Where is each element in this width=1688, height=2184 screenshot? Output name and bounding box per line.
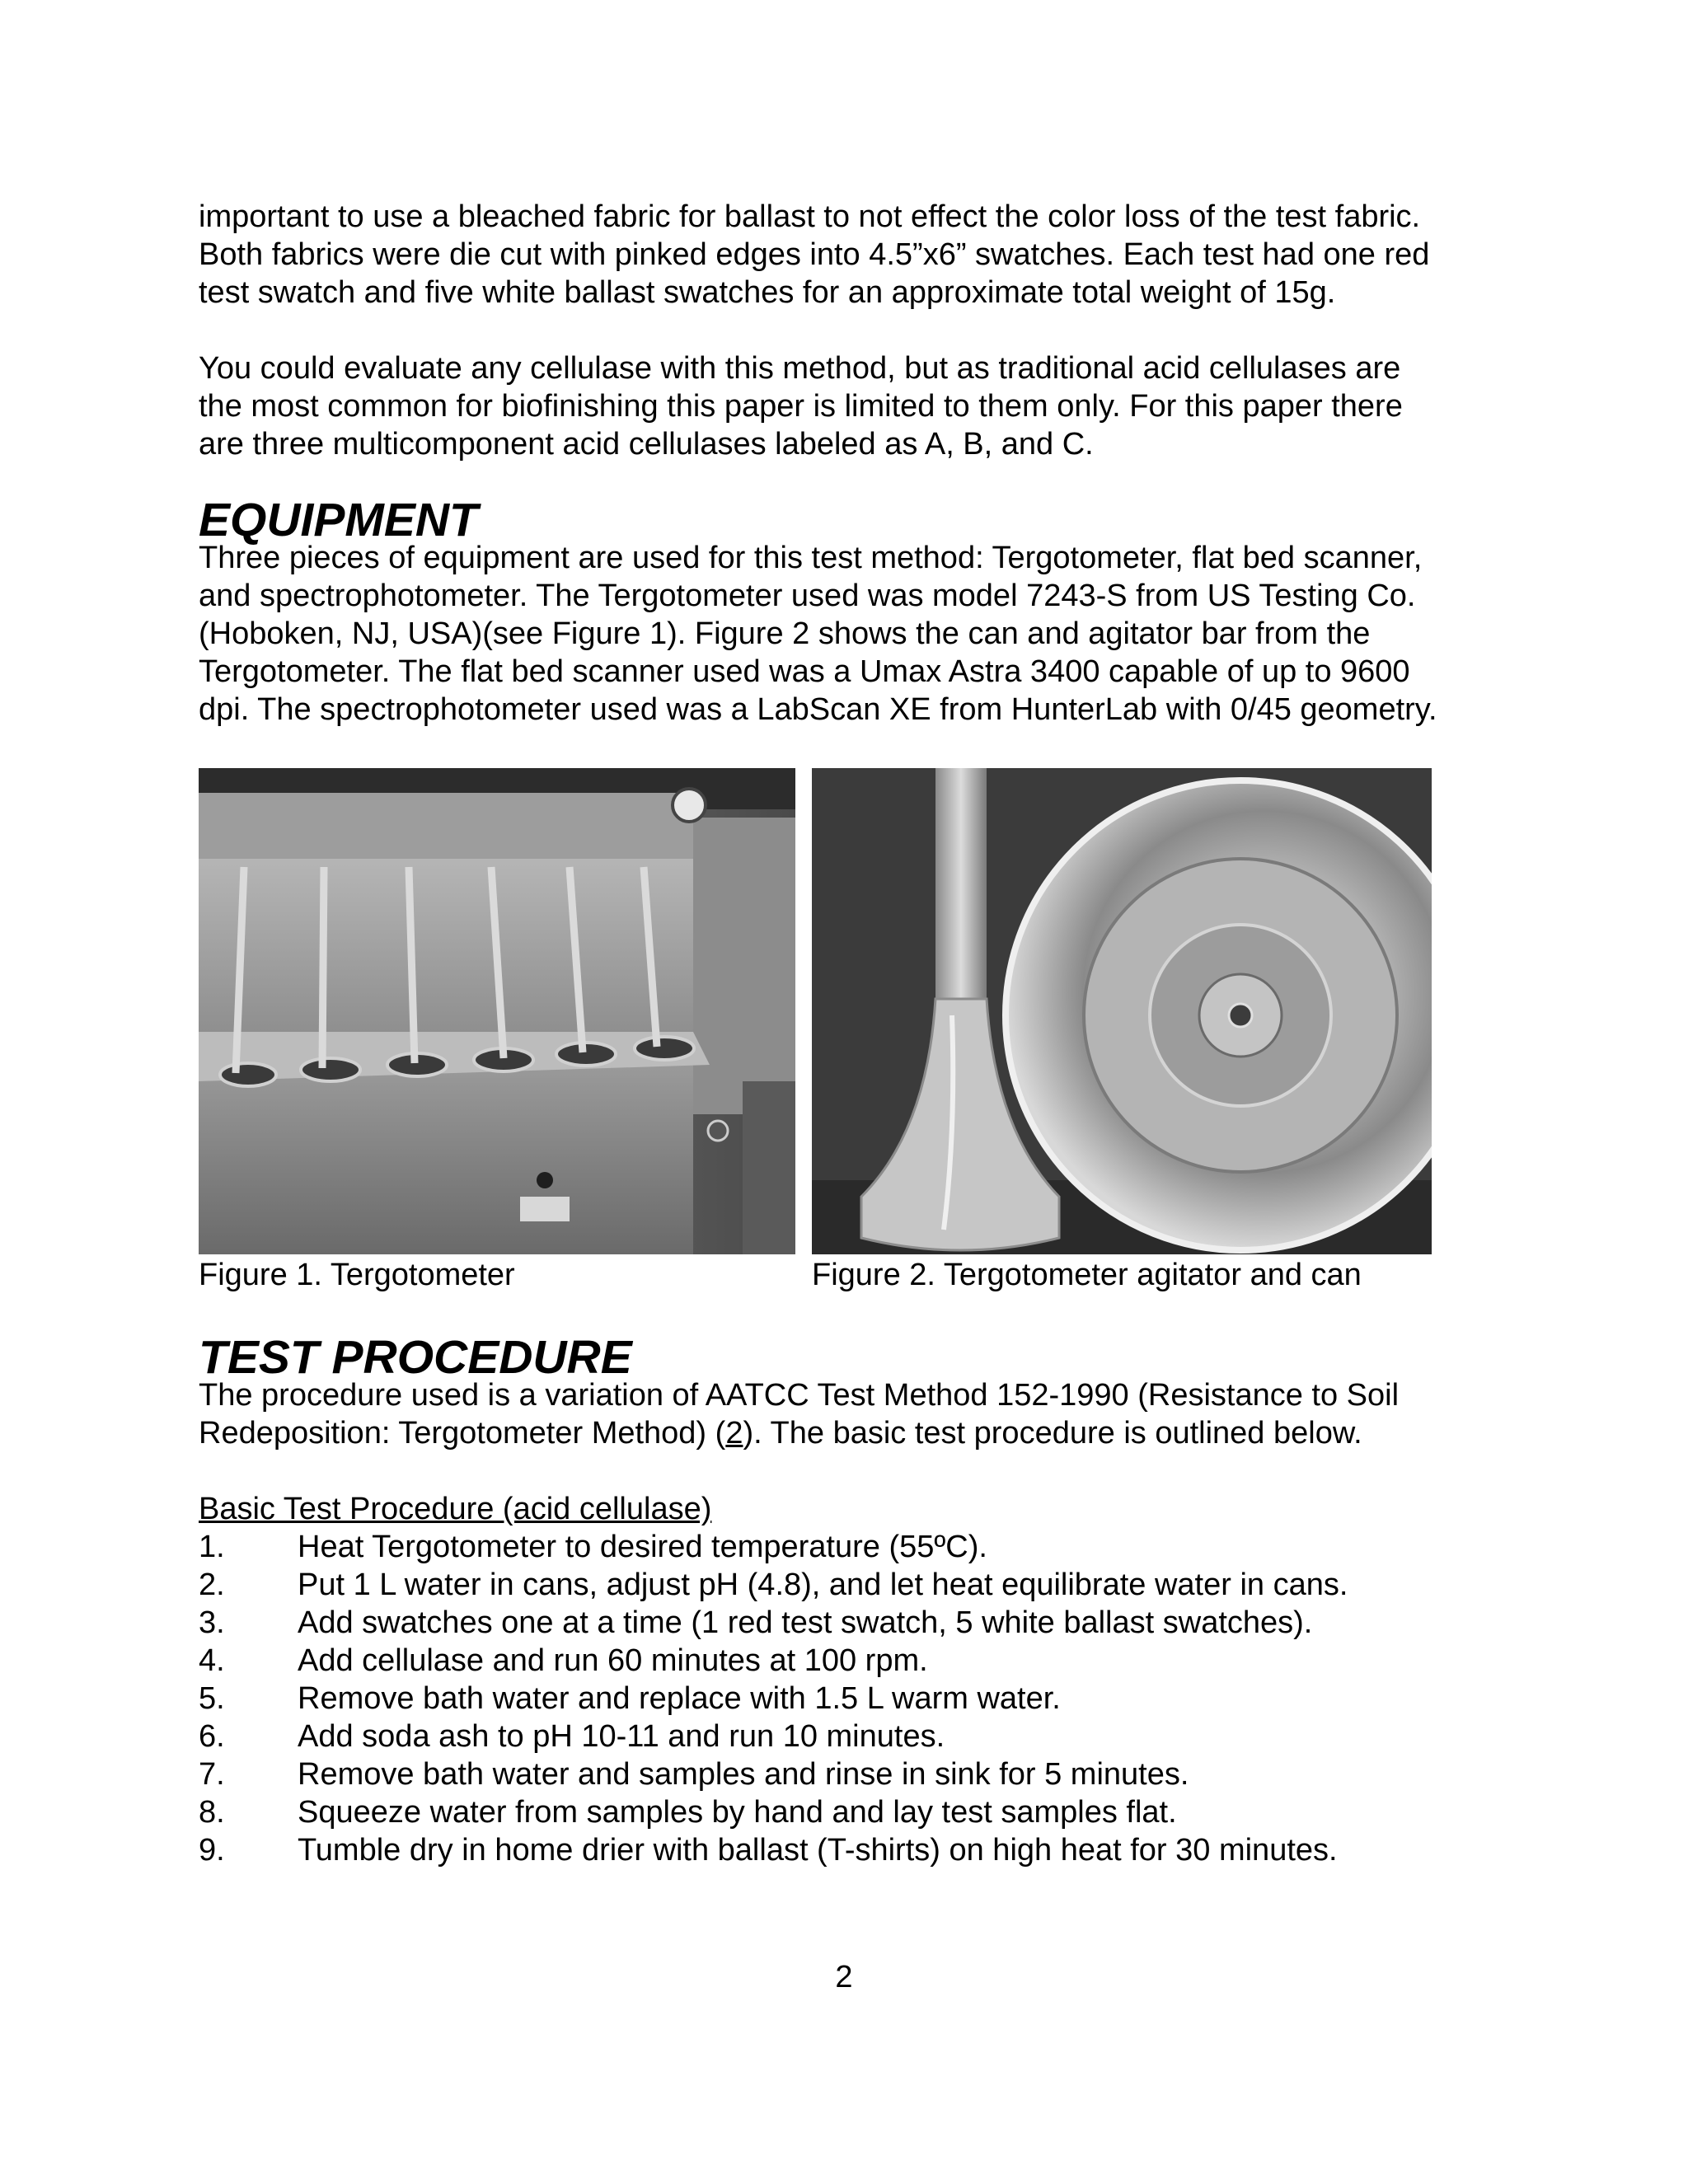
step-number: 4.: [199, 1643, 225, 1678]
document-page: [199, 198, 1517, 1869]
agitator-and-can-photo: [812, 768, 1432, 1254]
text-line: important to use a bleached fabric for ballast to not effect the color loss of the test fabric.: [199, 199, 1421, 234]
basic-procedure-title-block: [199, 1490, 1517, 1528]
list-item: [199, 1642, 1517, 1680]
figure-2: [812, 768, 1432, 1294]
tergotometer-photo: [199, 768, 795, 1254]
text-line: The procedure used is a variation of AATCC Test Method 152-1990 (Resistance to Soil: [199, 1378, 1400, 1413]
list-item: [199, 1680, 1517, 1718]
figure-1: [199, 768, 795, 1294]
text-line: Both fabrics were die cut with pinked edges into 4.5”x6” swatches. Each test had one red: [199, 237, 1430, 272]
step-text: Squeeze water from samples by hand and lay test samples flat.: [298, 1795, 1177, 1830]
step-text: Add soda ash to pH 10-11 and run 10 minutes.: [298, 1719, 945, 1754]
procedure-steps-list: [199, 1528, 1517, 1869]
step-number: 3.: [199, 1605, 225, 1640]
figure-1-caption: Figure 1. Tergotometer: [199, 1258, 515, 1292]
step-text: Remove bath water and replace with 1.5 L warm water.: [298, 1681, 1061, 1716]
text-line: are three multicomponent acid cellulases labeled as A, B, and C.: [199, 427, 1094, 462]
step-text: Heat Tergotometer to desired temperature (55ºC).: [298, 1530, 987, 1564]
text-line: Three pieces of equipment are used for this test method: Tergotometer, flat bed scanner,: [199, 541, 1423, 575]
text-line: the most common for biofinishing this paper is limited to them only. For this paper there: [199, 389, 1403, 424]
equipment-heading: EQUIPMENT: [199, 494, 478, 546]
step-number: 2.: [199, 1568, 225, 1602]
list-item: [199, 1793, 1517, 1831]
figures-row: [199, 768, 1517, 1292]
text-line: test swatch and five white ballast swatches for an approximate total weight of 15g.: [199, 275, 1336, 310]
list-item: [199, 1718, 1517, 1755]
text-line: and spectrophotometer. The Tergotometer used was model 7243-S from US Testing Co.: [199, 579, 1416, 613]
step-number: 1.: [199, 1530, 225, 1564]
text-line: dpi. The spectrophotometer used was a LabScan XE from HunterLab with 0/45 geometry.: [199, 692, 1437, 727]
list-item: [199, 1755, 1517, 1793]
step-text: Tumble dry in home drier with ballast (T-shirts) on high heat for 30 minutes.: [298, 1833, 1338, 1868]
test-procedure-paragraph: [199, 1376, 1517, 1452]
test-procedure-heading: TEST PROCEDURE: [199, 1331, 632, 1384]
step-text: Add swatches one at a time (1 red test swatch, 5 white ballast swatches).: [298, 1605, 1313, 1640]
step-text: Remove bath water and samples and rinse in sink for 5 minutes.: [298, 1757, 1189, 1792]
step-number: 5.: [199, 1681, 225, 1716]
text-line: You could evaluate any cellulase with this method, but as traditional acid cellulases are: [199, 351, 1401, 386]
step-number: 6.: [199, 1719, 225, 1754]
intro-paragraph: [199, 198, 1517, 312]
step-number: 8.: [199, 1795, 225, 1830]
step-number: 7.: [199, 1757, 225, 1792]
reference-link[interactable]: 2: [725, 1416, 743, 1451]
step-number: 9.: [199, 1833, 225, 1868]
step-text: Put 1 L water in cans, adjust pH (4.8), and let heat equilibrate water in cans.: [298, 1568, 1348, 1602]
text-line: Tergotometer. The flat bed scanner used was a Umax Astra 3400 capable of up to 9600: [199, 654, 1410, 689]
list-item: [199, 1604, 1517, 1642]
list-item: [199, 1528, 1517, 1566]
list-item: [199, 1831, 1517, 1869]
page-number: 2: [835, 1960, 853, 1994]
basic-procedure-title: Basic Test Procedure (acid cellulase): [199, 1492, 712, 1526]
text-line: (Hoboken, NJ, USA)(see Figure 1). Figure 2 shows the can and agitator bar from the: [199, 616, 1371, 651]
list-item: [199, 1566, 1517, 1604]
text-segment: Redeposition: Tergotometer Method) (: [199, 1416, 726, 1451]
text-line: [199, 1414, 1517, 1452]
figure-2-caption: Figure 2. Tergotometer agitator and can: [812, 1258, 1362, 1292]
text-segment: ). The basic test procedure is outlined below.: [743, 1416, 1362, 1451]
cellulase-paragraph: [199, 349, 1517, 463]
step-text: Add cellulase and run 60 minutes at 100 rpm.: [298, 1643, 928, 1678]
equipment-paragraph: [199, 539, 1517, 729]
